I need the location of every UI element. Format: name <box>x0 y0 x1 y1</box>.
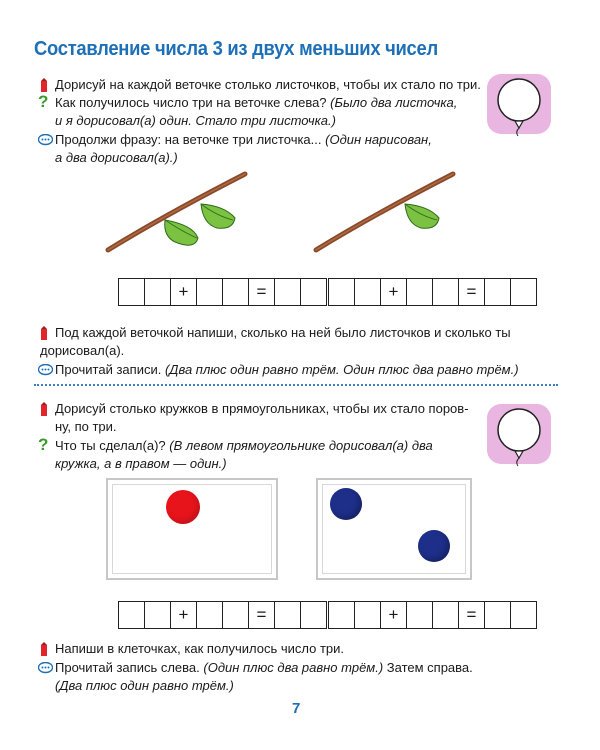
number-cell[interactable] <box>510 602 536 628</box>
balloon-icon <box>485 398 553 468</box>
number-cell[interactable] <box>274 279 300 305</box>
plus-sign: + <box>170 602 196 628</box>
equation-boxes-right[interactable] <box>328 601 537 629</box>
balloon-icon <box>485 68 553 138</box>
speech-bubble-icon <box>38 134 53 146</box>
task-text: Дорисуй столько кружков в прямоугольниках, чтобы их стало поров- <box>55 401 469 416</box>
answer-text: (Было два листочка, <box>330 95 458 110</box>
question-text: Что ты сделал(а)? <box>55 438 166 453</box>
phrase-line <box>55 131 432 149</box>
answer-text: (В левом прямоугольнике дорисовал(а) два <box>169 438 433 453</box>
phrase-answer: (Один нарисован, <box>325 132 432 147</box>
number-cell[interactable] <box>329 602 354 628</box>
question-line <box>55 437 433 455</box>
number-cell[interactable] <box>274 602 300 628</box>
phrase-text: Продолжи фразу: на веточке три листочка... <box>55 132 322 147</box>
plus-sign: + <box>380 279 406 305</box>
equals-sign: = <box>248 602 274 628</box>
number-cell[interactable] <box>222 279 248 305</box>
red-circle <box>166 490 200 524</box>
equation-boxes-left[interactable] <box>118 601 327 629</box>
read-answer: (Два плюс один равно трём. Один плюс два равно трём.) <box>164 362 519 377</box>
page-title: Составление числа 3 из двух меньших чисел <box>34 38 438 60</box>
number-cell[interactable] <box>196 602 222 628</box>
answer-line <box>55 112 336 130</box>
number-cell[interactable] <box>354 602 380 628</box>
rectangle-left[interactable] <box>106 478 278 580</box>
equation-boxes-right[interactable] <box>328 278 537 306</box>
question-mark-icon: ? <box>38 435 49 454</box>
equals-sign: = <box>248 279 274 305</box>
plus-sign: + <box>170 279 196 305</box>
question-mark-icon: ? <box>38 92 49 111</box>
read-answer: (Один плюс два равно трём.) <box>203 660 384 675</box>
number-cell[interactable] <box>406 602 432 628</box>
page-number: 7 <box>292 700 301 717</box>
speech-bubble-icon <box>38 662 53 674</box>
section-divider <box>34 384 558 386</box>
pencil-icon <box>40 402 48 416</box>
equation-boxes-left[interactable] <box>118 278 327 306</box>
task-text: ну, по три. <box>55 419 117 434</box>
number-cell[interactable] <box>222 602 248 628</box>
number-cell[interactable] <box>354 279 380 305</box>
number-cell[interactable] <box>432 279 458 305</box>
number-cell[interactable] <box>144 279 170 305</box>
number-cell[interactable] <box>300 602 326 628</box>
task-text: дорисовал(а). <box>40 343 125 358</box>
number-cell[interactable] <box>144 602 170 628</box>
pencil-icon <box>40 78 48 92</box>
question-line <box>55 94 457 112</box>
read-line <box>55 659 473 677</box>
question-text: Как получилось число три на веточке слева? <box>55 95 327 110</box>
number-cell[interactable] <box>196 279 222 305</box>
read-answer-line <box>55 677 234 695</box>
read-label: Прочитай записи. <box>55 362 162 377</box>
number-cell[interactable] <box>510 279 536 305</box>
answer-text: и я дорисовал(а) один. Стало три листочка.) <box>55 113 336 128</box>
blue-circle <box>418 530 450 562</box>
number-cell[interactable] <box>406 279 432 305</box>
branch-with-leaves-left <box>105 170 250 260</box>
equals-sign: = <box>458 602 484 628</box>
answer-text: кружка, а в правом — один.) <box>55 456 227 471</box>
pencil-icon <box>40 326 48 340</box>
read-line <box>55 361 519 379</box>
number-cell[interactable] <box>300 279 326 305</box>
number-cell[interactable] <box>329 279 354 305</box>
number-cell[interactable] <box>119 279 144 305</box>
number-cell[interactable] <box>484 602 510 628</box>
answer-line <box>55 455 227 473</box>
read-label: Прочитай запись слева. <box>55 660 200 675</box>
task-text: Под каждой веточкой напиши, сколько на ней было листочков и сколько ты <box>55 325 511 340</box>
branch-with-leaf-right <box>313 170 458 260</box>
equals-sign: = <box>458 279 484 305</box>
phrase-answer-line <box>55 149 178 167</box>
read-answer: (Два плюс один равно трём.) <box>55 678 234 693</box>
number-cell[interactable] <box>484 279 510 305</box>
task-text: Напиши в клеточках, как получилось число три. <box>55 641 345 656</box>
phrase-answer: а два дорисовал(а).) <box>55 150 178 165</box>
number-cell[interactable] <box>432 602 458 628</box>
read-then: Затем справа. <box>386 660 473 675</box>
speech-bubble-icon <box>38 364 53 376</box>
rectangle-right[interactable] <box>316 478 472 580</box>
pencil-icon <box>40 642 48 656</box>
plus-sign: + <box>380 602 406 628</box>
blue-circle <box>330 488 362 520</box>
number-cell[interactable] <box>119 602 144 628</box>
task-text: Дорисуй на каждой веточке столько листочков, чтобы их стало по три. <box>55 77 481 92</box>
